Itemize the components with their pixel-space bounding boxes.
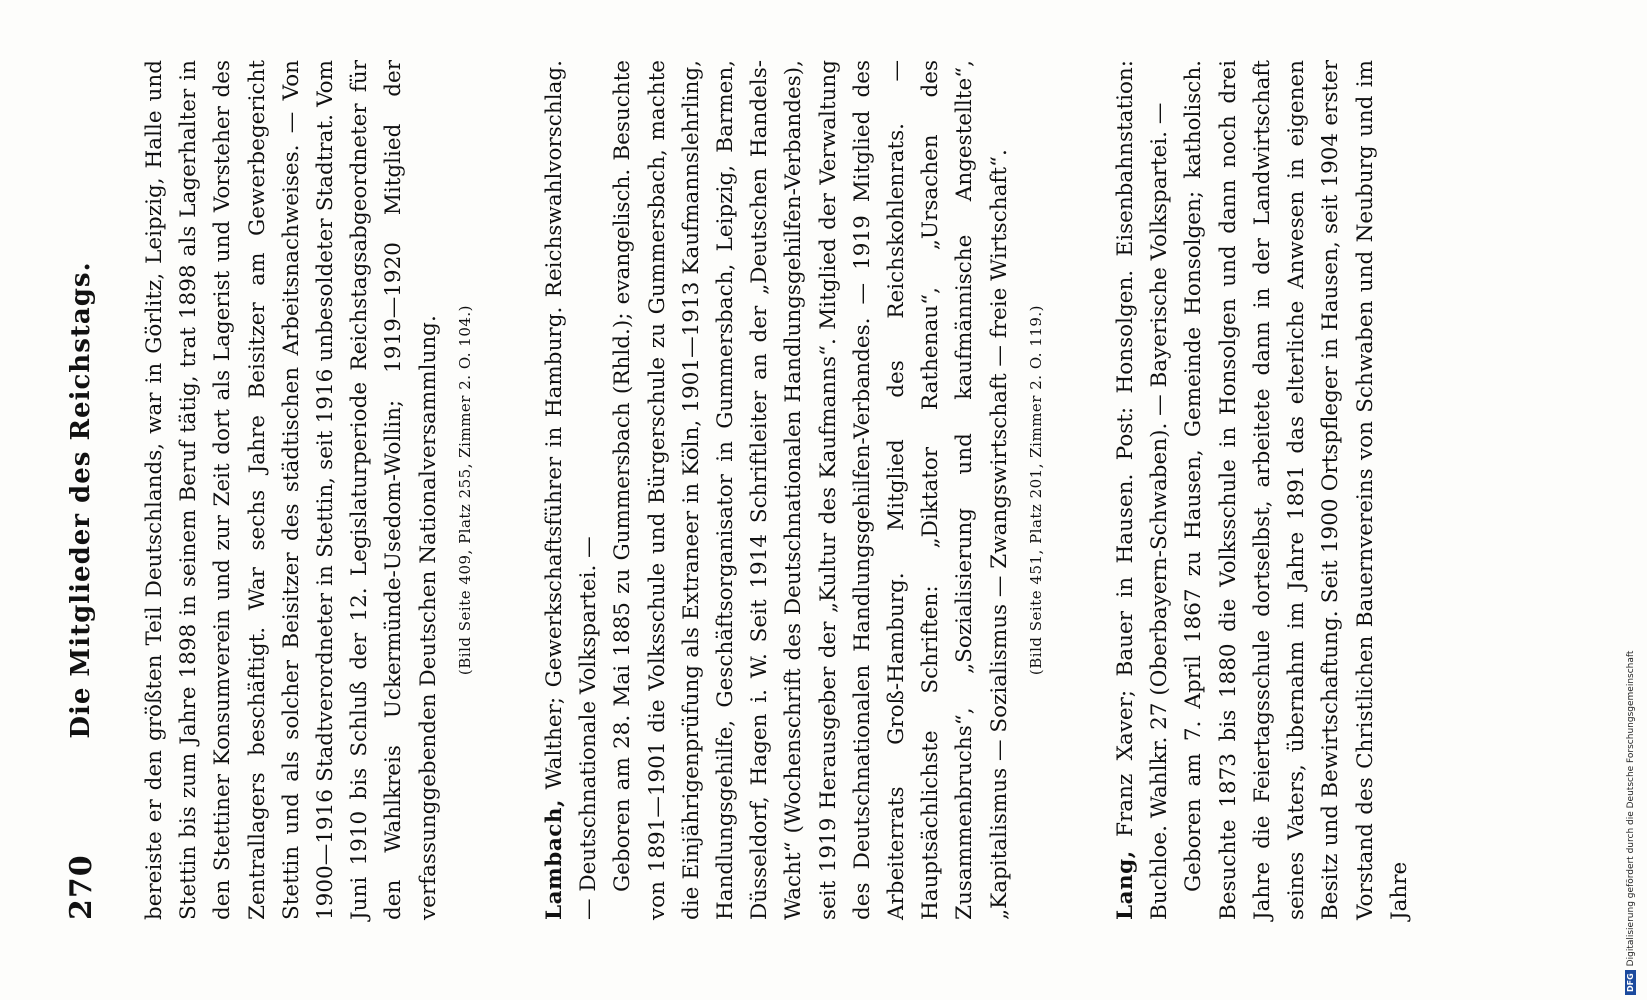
page-header bbox=[60, 60, 100, 940]
digitization-credit bbox=[1612, 0, 1638, 1000]
entry-lang-intro bbox=[1109, 60, 1177, 920]
entry-lambach-intro bbox=[538, 60, 606, 920]
page-number: 270 bbox=[64, 854, 99, 920]
entry-name-lang: Lang, bbox=[1113, 850, 1139, 920]
entry-divider bbox=[488, 60, 538, 920]
digitization-credit-text bbox=[1625, 0, 1636, 995]
running-head: Die Mitglieder des Reichstags. bbox=[66, 261, 96, 739]
digitization-note: Digitalisierung gefördert durch die Deutsche Forschungsgemeinschaft bbox=[1626, 650, 1636, 967]
entry-lambach-body: Geboren am 28. Mai 1885 zu Gummersbach (Rhld.); evangelisch. Besuchte von 1891—1901 die Volksschule und Bürgerschule zu Gummersbach, machte die Einjährigenprüfung als Extraneer in Köln, 1901—1913 Kaufmannslehrling, Handlungsgehilfe, Geschäftsorganisator in Gummersbach, Leipzig, Barmen, Düsseldorf, Hagen i. W. Seit 1914 Schriftleiter an der „Deutschen Handels-Wacht“ (Wochenschrift des Deutschnationalen Handlungsgehilfen-Verbandes), seit 1919 Herausgeber der „Kultur des Kaufmanns“. Mitglied der Verwaltung des Deutschnationalen Handlungsgehilfen-Verbandes. — 1919 Mitglied des Arbeiterrats Groß-Hamburg. Mitglied des Reichskohlenrats. — Hauptsächlichste Schriften: „Diktator Rathenau“, „Ursachen des Zusammenbruchs“, „Sozialisierung und kaufmännische Angestellte“, „Kapitalismus — Sozialismus — Zwangswirtschaft — freie Wirtschaft“. bbox=[610, 60, 1012, 920]
entry-photo-reference: (Bild Seite 451, Platz 201, Zimmer 2. O. 119.) bbox=[1026, 304, 1045, 676]
dfg-logo: DFG bbox=[1625, 970, 1636, 995]
entry-lang-body: Geboren am 7. April 1867 zu Hausen, Gemeinde Honsolgen; katholisch. Besuchte 1873 bis 1880 die Volksschule in Honsolgen und dann noch drei Jahre die Feiertagsschule dortselbst, arbeitete dann in der Landwirtschaft seines Vaters, übernahm im Jahre 1891 das elterliche Anwesen in eigenen Besitz und Bewirtschaftung. Seit 1900 Ortspfleger in Hausen, seit 1904 erster Vorstand des Christlichen Bauernvereins von Schwaben und Neuburg und im Jahre bbox=[1181, 60, 1412, 920]
entry-photo-reference: (Bild Seite 409, Platz 255, Zimmer 2. O. 104.) bbox=[455, 304, 474, 676]
entry-lang-intro-text: Franz Xaver; Bauer in Hausen. Post: Honsolgen. Eisenbahnstation: Buchloe. Wahlkr. 27 (Oberbayern-Schwaben). — Bayerische Volkspartei. — bbox=[1113, 60, 1173, 920]
page-body bbox=[138, 60, 1417, 920]
entry-lambach-intro-text: Walther; Gewerkschaftsführer in Hamburg. Reichswahlvorschlag. — Deutschnationale Volkspartei. — bbox=[542, 60, 602, 920]
entry-name-lambach: Lambach, bbox=[542, 799, 568, 920]
entry-divider bbox=[1059, 60, 1109, 920]
entry-continuation-text: bereiste er den größten Teil Deutschlands, war in Görlitz, Leipzig, Halle und Stettin bis zum Jahre 1898 in seinem Beruf tätig, trat 1898 als Lagerhalter in den Stettiner Konsumverein und zur Zeit dort als Lagerist und Vorsteher des Zentrallagers beschäftigt. War sechs Jahre Beisitzer am Gewerbegericht Stettin und als solcher Beisitzer des städtischen Arbeitsnachweises. — Von 1900—1916 Stadtverordneter in Stettin, seit 1916 unbesoldeter Stadtrat. Vom Juni 1910 bis Schluß der 12. Legislaturperiode Reichstagsabgeordneter für den Wahlkreis Uckermünde-Usedom-Wollin; 1919—1920 Mitglied der verfassunggebenden Deutschen Nationalversammlung. bbox=[142, 60, 441, 920]
